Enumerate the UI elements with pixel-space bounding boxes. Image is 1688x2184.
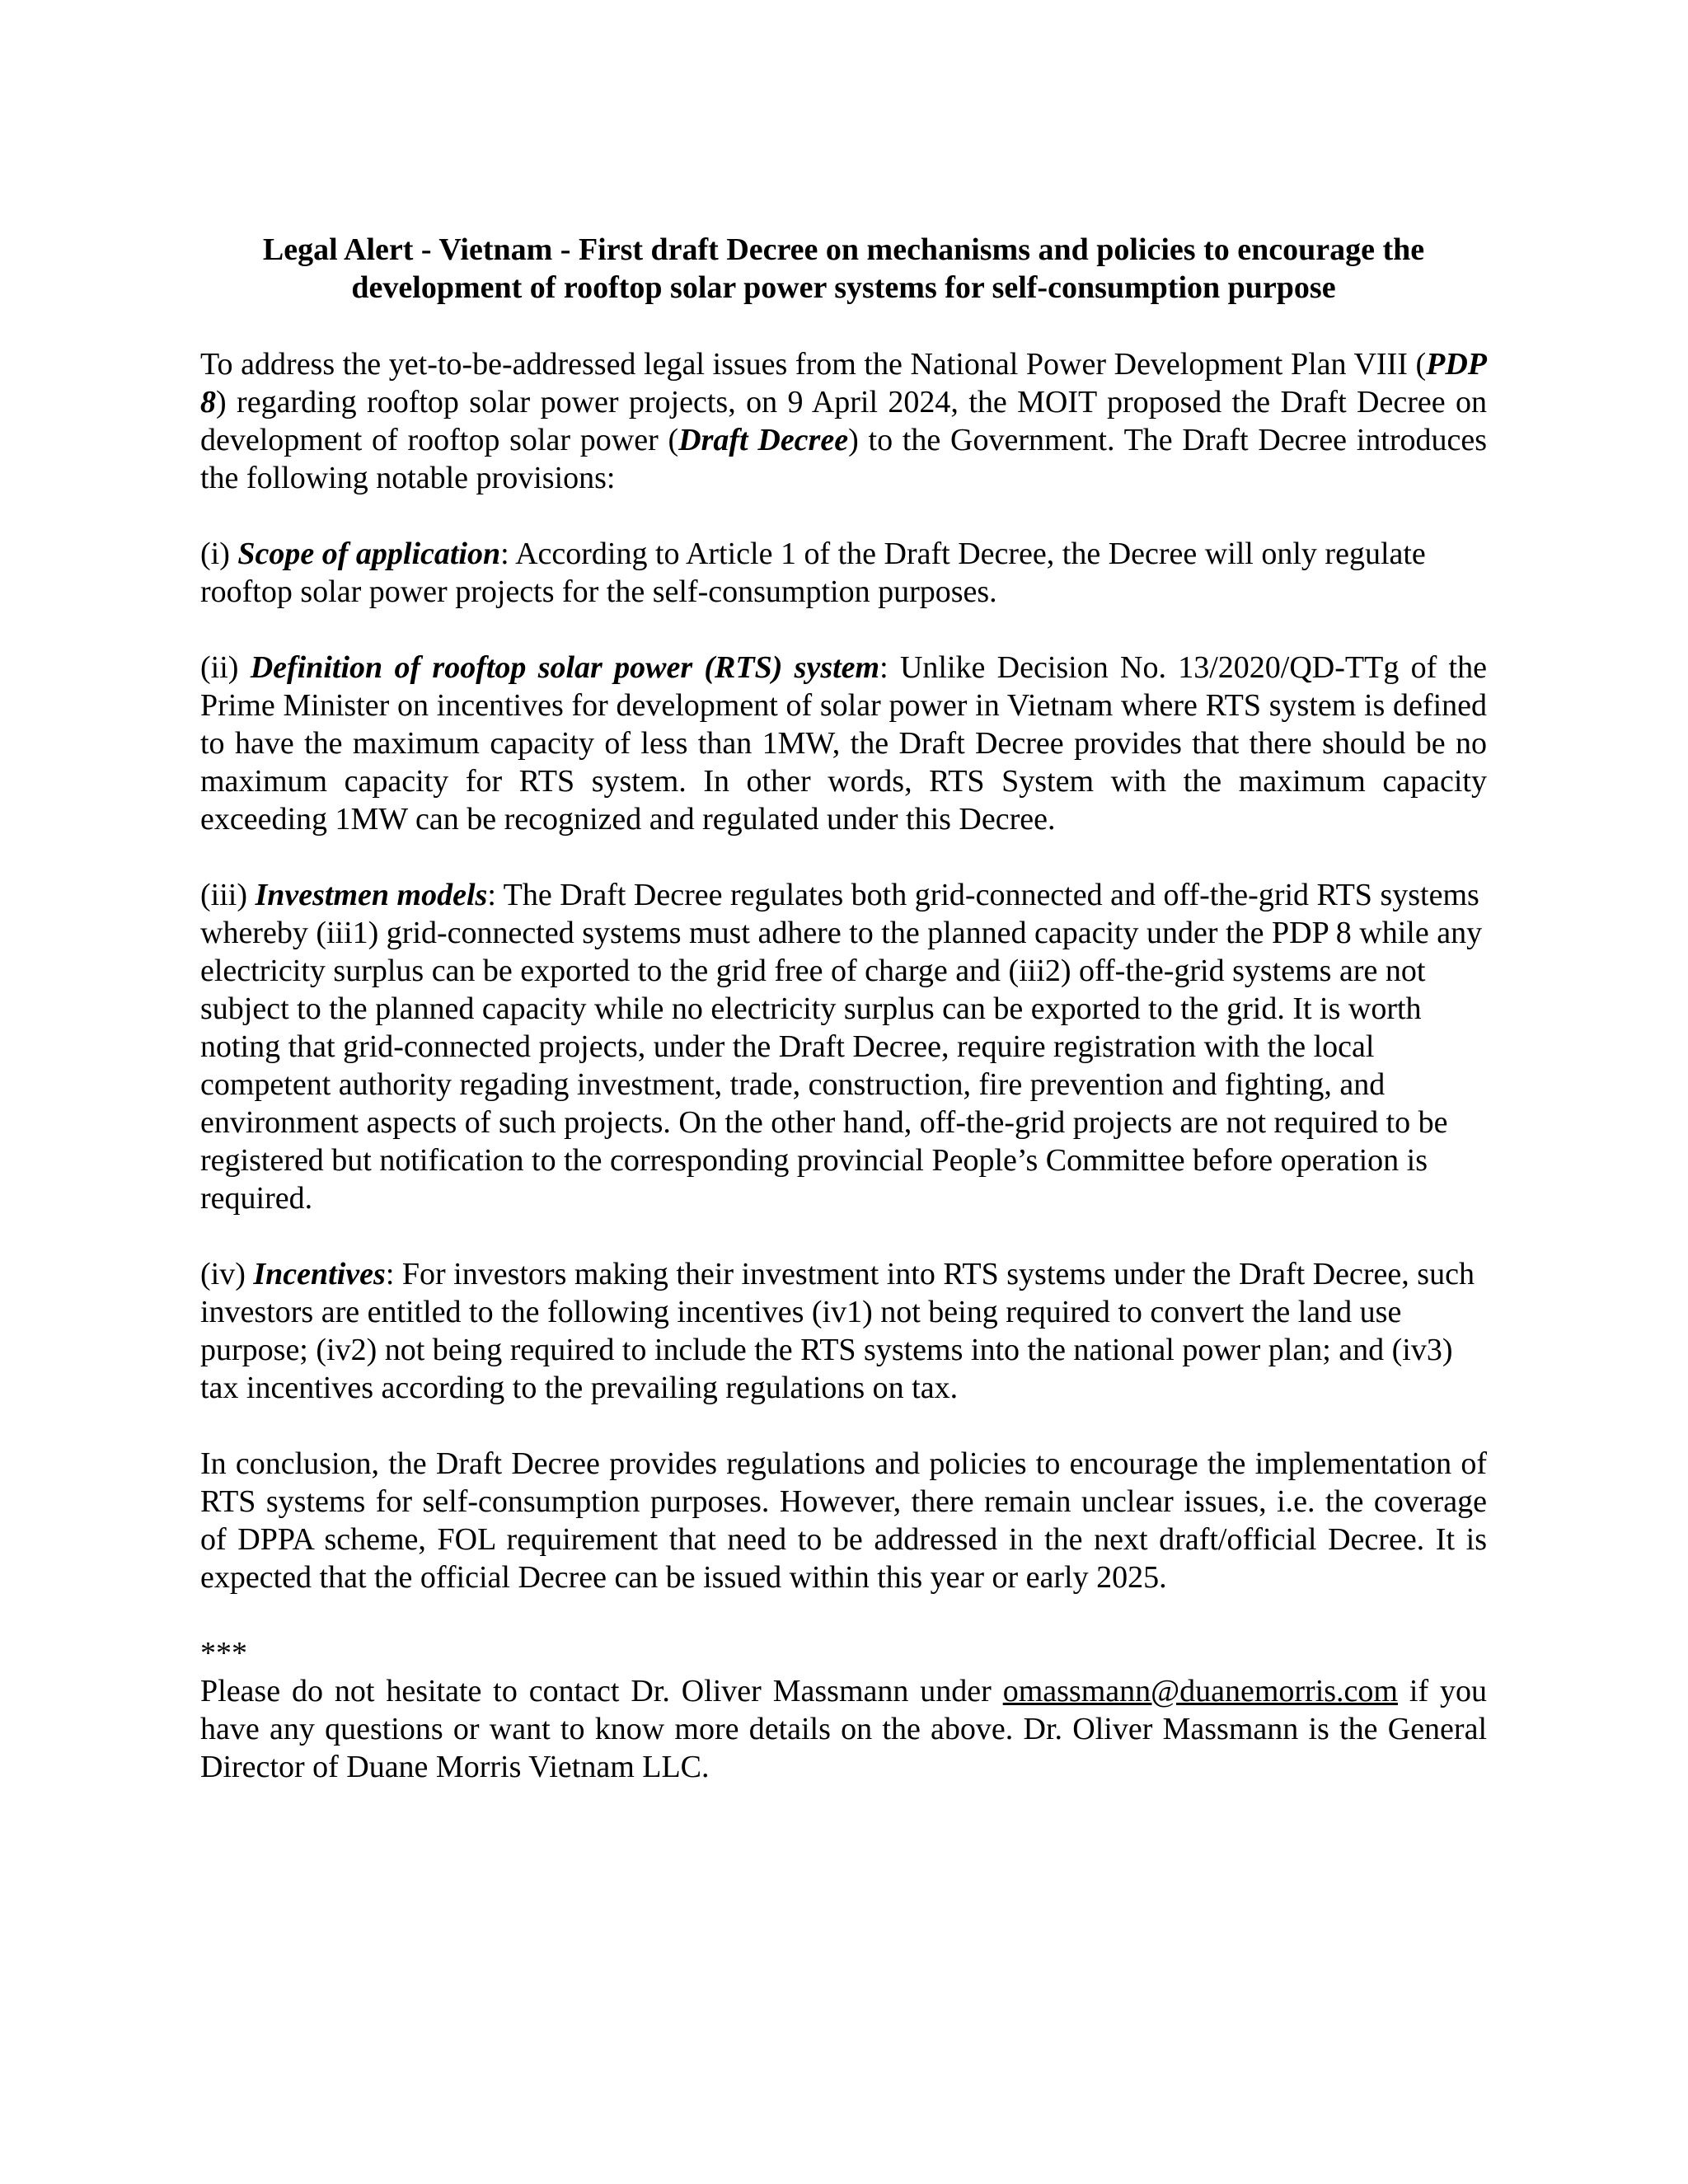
item-number: (ii)	[200, 650, 251, 685]
contact-paragraph	[200, 1672, 1487, 1786]
conclusion-paragraph: In conclusion, the Draft Decree provides regulations and policies to encourage the implementation of RTS systems for self-consumption purposes. However, there remain unclear issues, i.e. the coverage of DPPA scheme, FOL requirement that need to be addressed in the next draft/official Decree. It is expected that the official Decree can be issued within this year or early 2025.	[200, 1446, 1487, 1595]
contact-text-before: Please do not hesitate to contact Dr. Oliver Massmann under	[200, 1674, 1003, 1708]
item-heading: Scope of application	[237, 537, 501, 571]
draft-decree-term: Draft Decree	[678, 423, 849, 457]
document-page	[200, 231, 1487, 1824]
item-definition-rts	[200, 649, 1487, 838]
title-line-1: Legal Alert - Vietnam - First draft Decree on mechanisms and policies to encourage the	[262, 232, 1425, 267]
item-investment-models	[200, 876, 1487, 1217]
email-link[interactable]: omassmann@duanemorris.com	[1002, 1674, 1398, 1708]
intro-text-2: ) regarding rooftop solar power projects, on 9 April 2024, the MOIT proposed the Draft Decree on development of rooftop solar power (	[200, 385, 1487, 457]
item-heading: Incentives	[253, 1257, 386, 1291]
intro-text-1: To address the yet-to-be-addressed legal issues from the National Power Development Plan VIII (	[200, 347, 1427, 382]
pdp8-term: PDP 8	[200, 347, 1487, 419]
intro-text-3: ) to the Government. The Draft Decree introduces the following notable provisions:	[200, 423, 1488, 495]
intro-paragraph	[200, 345, 1487, 497]
separator-stars: ***	[200, 1636, 247, 1671]
title-line-2: development of rooftop solar power systems for self-consumption purpose	[351, 270, 1336, 305]
item-number: (i)	[200, 537, 238, 571]
contact-text-after: if you have any questions or want to know more details on the above. Dr. Oliver Massmann is the General Director of Duane Morris Vietnam LLC.	[200, 1674, 1487, 1784]
item-text: : The Draft Decree regulates both grid-connected and off-the-grid RTS systems whereby (iii1) grid-connected systems must adhere to the planned capacity under the PDP 8 while any electricity surplus can be exported to the grid free of charge and (iii2) off-the-grid systems are not subject to the planned capacity while no electricity surplus can be exported to the grid. It is worth noting that grid-connected projects, under the Draft Decree, require registration with the local competent authority regading investment, trade, construction, fire prevention and fighting, and environment aspects of such projects. On the other hand, off-the-grid projects are not required to be registered but notification to the corresponding provincial People’s Committee before operation is required.	[200, 878, 1483, 1216]
item-text: : According to Article 1 of the Draft Decree, the Decree will only regulate rooftop solar power projects for the self-consumption purposes.	[200, 537, 1426, 609]
item-number: (iv)	[200, 1257, 254, 1291]
item-heading: Definition of rooftop solar power (RTS) system	[250, 650, 880, 685]
item-text: : Unlike Decision No. 13/2020/QD-TTg of the Prime Minister on incentives for development of solar power in Vietnam where RTS system is defined to have the maximum capacity of less than 1MW, the Draft Decree provides that there should be no maximum capacity for RTS system. In other words, RTS System with the maximum capacity exceeding 1MW can be recognized and regulated under this Decree.	[200, 650, 1487, 837]
item-incentives	[200, 1255, 1487, 1407]
item-scope-of-application	[200, 535, 1487, 611]
item-text: : For investors making their investment into RTS systems under the Draft Decree, such investors are entitled to the following incentives (iv1) not being required to convert the land use purpose; (iv2) not being required to include the RTS systems into the national power plan; and (iv3) tax incentives according to the prevailing regulations on tax.	[200, 1257, 1475, 1405]
item-heading: Investmen models	[255, 878, 488, 912]
document-title	[200, 231, 1487, 307]
item-number: (iii)	[200, 878, 256, 912]
